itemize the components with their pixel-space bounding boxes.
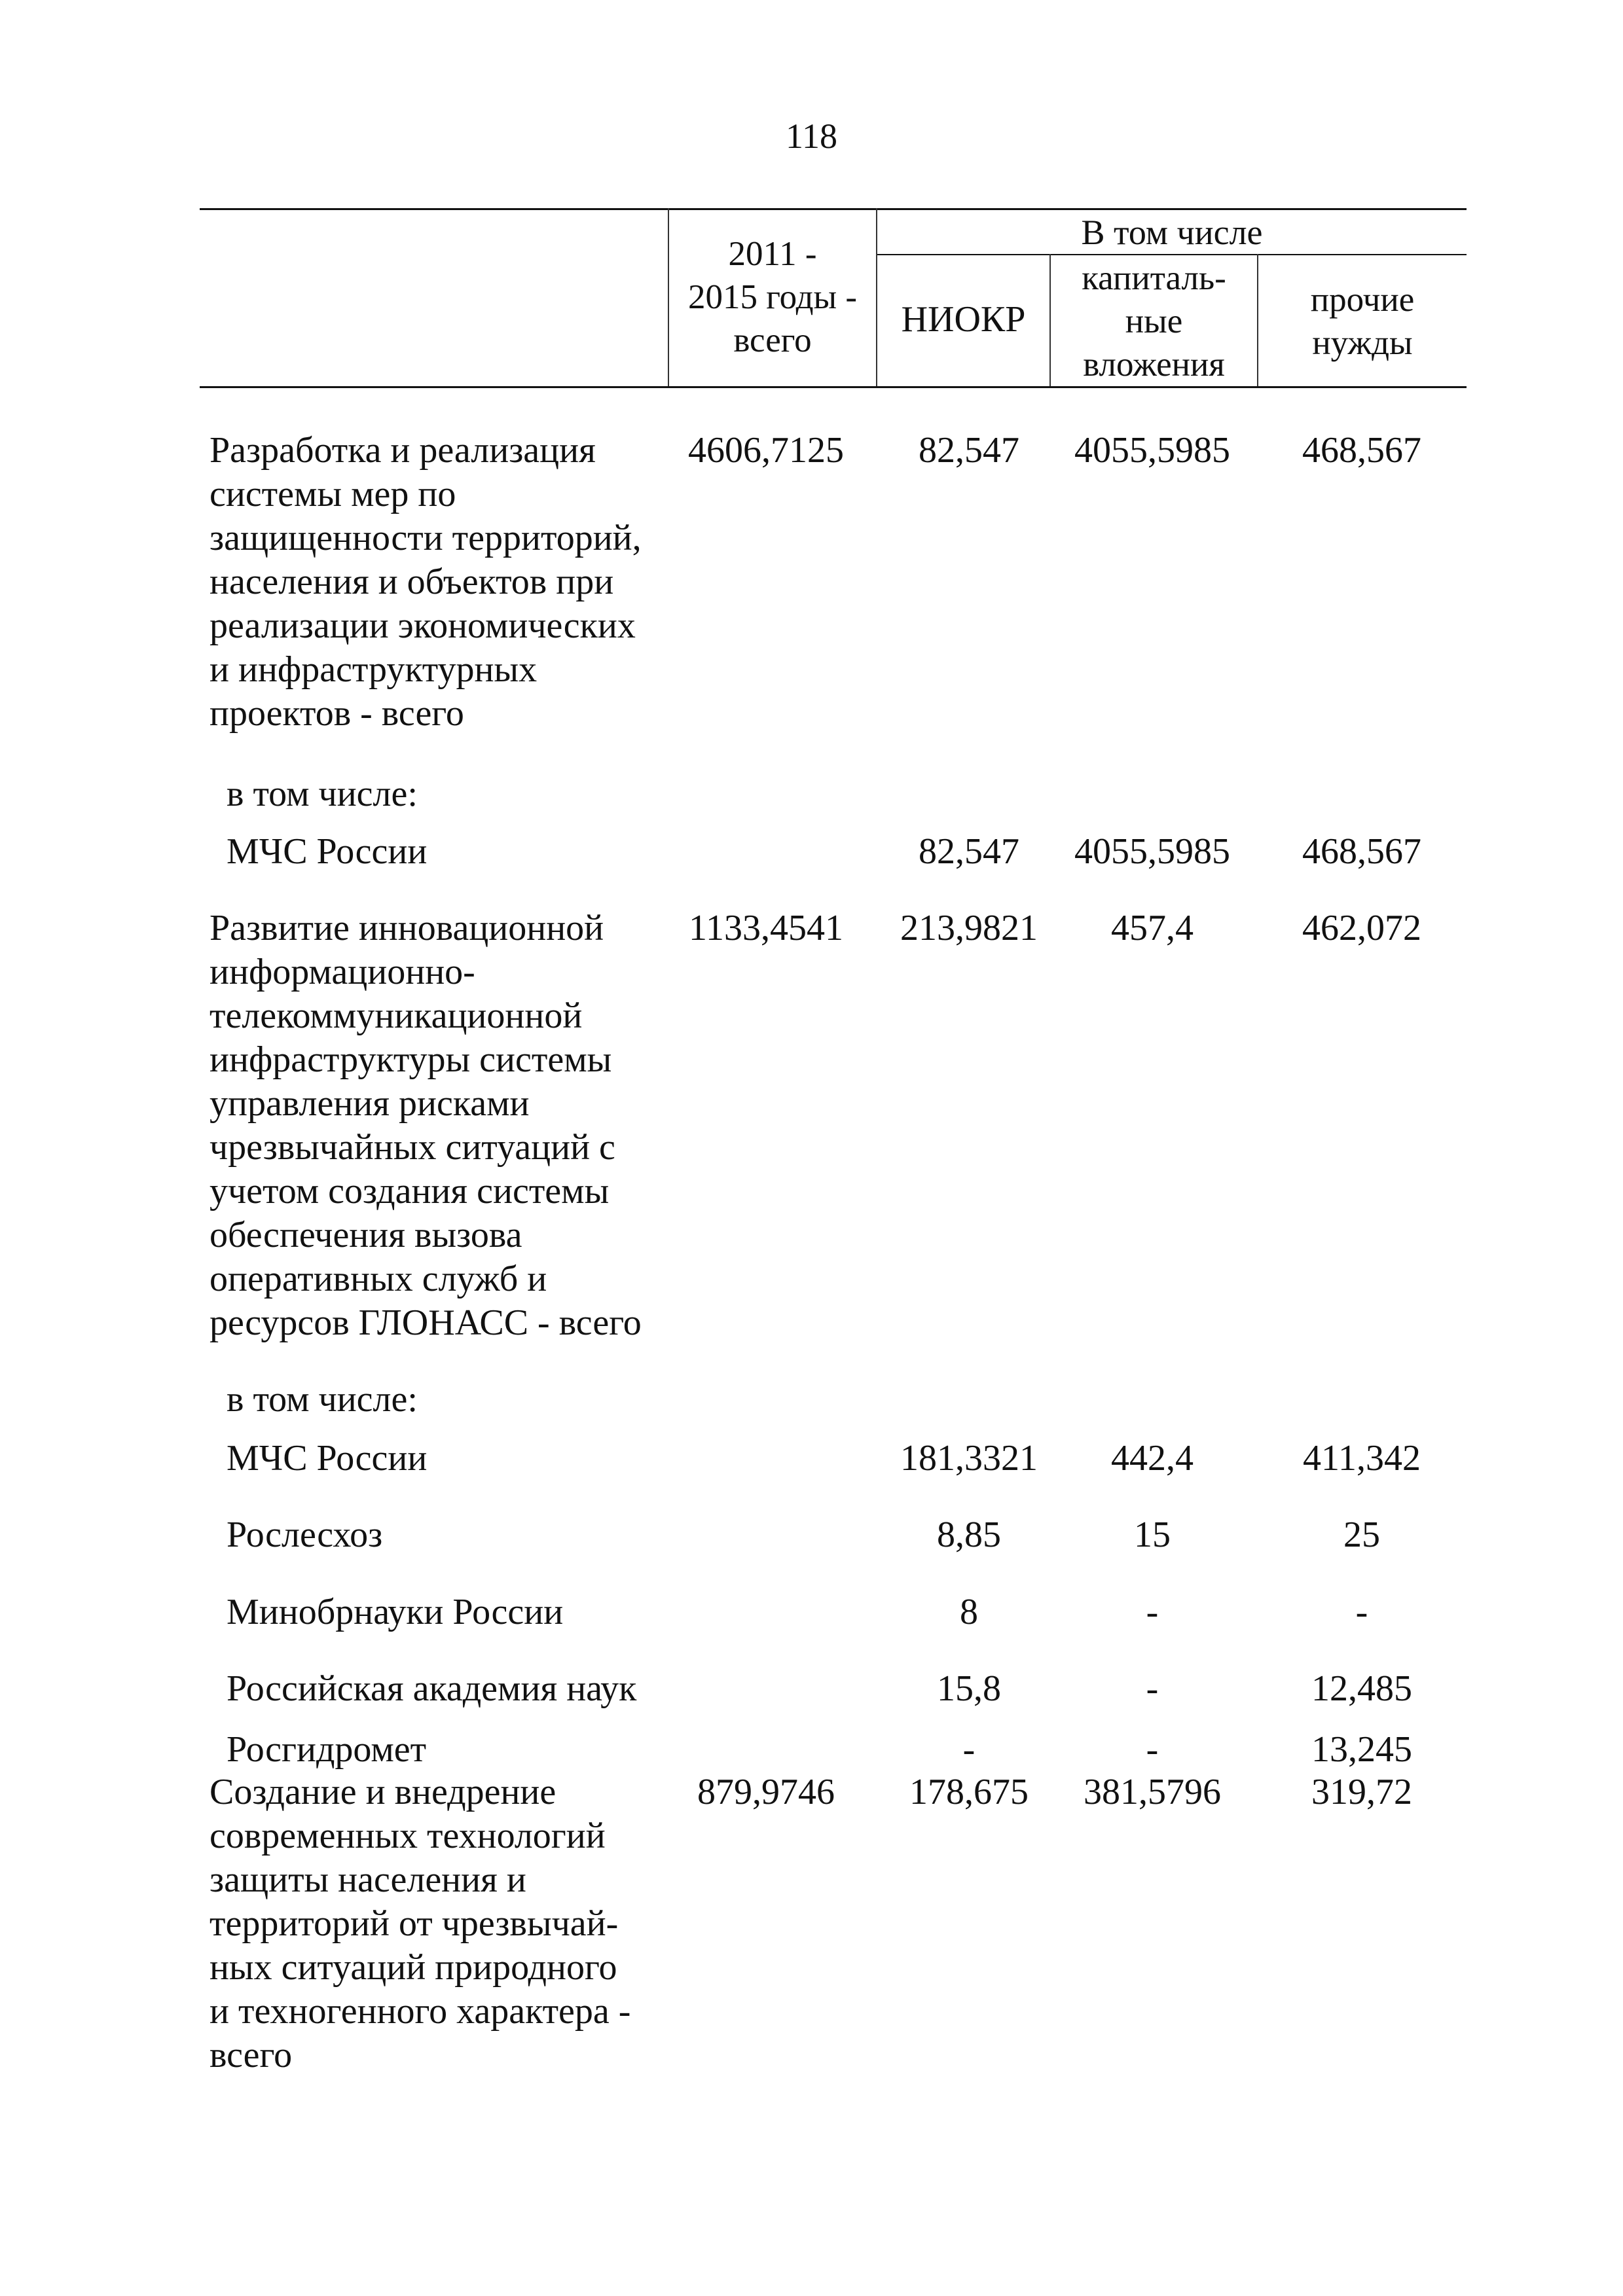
header-total: 2011 - 2015 годы - всего bbox=[687, 235, 858, 359]
row-label: Росгидромет bbox=[227, 1729, 427, 1770]
cell-total: 879,9746 bbox=[697, 1772, 835, 1812]
cell-other: 319,72 bbox=[1311, 1772, 1412, 1812]
cell-capital: 4055,5985 bbox=[1074, 831, 1230, 872]
header-top-rule bbox=[200, 208, 1467, 210]
cell-capital: 4055,5985 bbox=[1074, 430, 1230, 471]
row-label: Минобрнауки России bbox=[227, 1592, 564, 1632]
row-label: Создание и внедрение современных технологий защиты населения и территорий от чрезвычай- ных ситуаций природного и техногенного характера - всего bbox=[210, 1772, 631, 2075]
cell-total: 4606,7125 bbox=[688, 430, 844, 471]
cell-capital: 457,4 bbox=[1111, 908, 1194, 948]
cell-other: - bbox=[1355, 1592, 1368, 1632]
cell-other: 411,342 bbox=[1303, 1438, 1421, 1479]
cell-capital: 15 bbox=[1134, 1515, 1171, 1555]
cell-niokr: 82,547 bbox=[919, 430, 1019, 471]
cell-capital: - bbox=[1146, 1668, 1159, 1709]
header-capital: капиталь- ные вложения bbox=[1082, 259, 1226, 384]
cell-niokr: 213,9821 bbox=[900, 908, 1038, 948]
cell-niokr: 8,85 bbox=[937, 1515, 1001, 1555]
cell-niokr: 181,3321 bbox=[900, 1438, 1038, 1479]
row-label: Российская академия наук bbox=[227, 1668, 637, 1709]
cell-niokr: 178,675 bbox=[909, 1772, 1029, 1812]
cell-other: 12,485 bbox=[1311, 1668, 1412, 1709]
page-number: 118 bbox=[786, 117, 837, 156]
header-group-rule bbox=[876, 254, 1467, 255]
cell-capital: 381,5796 bbox=[1084, 1772, 1221, 1812]
cell-niokr: - bbox=[962, 1729, 976, 1770]
header-niokr: НИОКР bbox=[901, 299, 1026, 340]
row-label: Рослесхоз bbox=[227, 1515, 383, 1555]
cell-niokr: 15,8 bbox=[937, 1668, 1001, 1709]
cell-capital: - bbox=[1146, 1592, 1159, 1632]
header-group: В том числе bbox=[1081, 213, 1263, 252]
cell-total: 1133,4541 bbox=[689, 908, 843, 948]
header-other: прочие нужды bbox=[1310, 281, 1415, 362]
cell-other: 13,245 bbox=[1311, 1729, 1412, 1770]
cell-other: 25 bbox=[1343, 1515, 1380, 1555]
row-label: Развитие инновационной информационно- телекоммуникационной инфраструктуры системы управления рисками чрезвычайных ситуаций с учетом создания системы обеспечения вызова оперативных служб и ресурсов ГЛОНАСС - всего bbox=[210, 908, 642, 1343]
cell-niokr: 8 bbox=[960, 1592, 978, 1632]
header-bottom-rule bbox=[200, 386, 1467, 388]
row-label: в том числе: bbox=[227, 1379, 418, 1420]
cell-capital: 442,4 bbox=[1111, 1438, 1194, 1479]
cell-niokr: 82,547 bbox=[919, 831, 1019, 872]
cell-other: 468,567 bbox=[1302, 430, 1421, 471]
cell-capital: - bbox=[1146, 1729, 1159, 1770]
row-label: в том числе: bbox=[227, 774, 418, 814]
row-label: Разработка и реализация системы мер по защищенности территорий, населения и объектов при реализации экономических и инфраструктурных проектов - всего bbox=[210, 430, 642, 734]
cell-other: 468,567 bbox=[1302, 831, 1421, 872]
row-label: МЧС России bbox=[227, 831, 428, 872]
row-label: МЧС России bbox=[227, 1438, 428, 1479]
cell-other: 462,072 bbox=[1302, 908, 1421, 948]
